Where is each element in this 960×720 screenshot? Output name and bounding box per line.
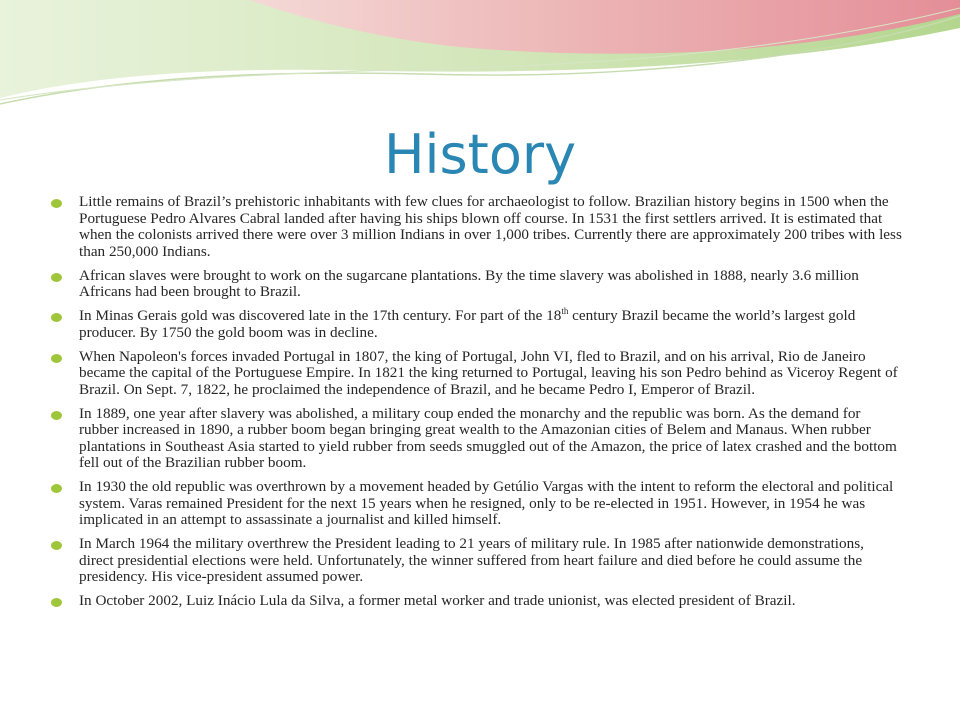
superscript: th xyxy=(561,306,569,316)
bullet-text: In 1889, one year after slavery was abolished, a military coup ended the monarchy and the republic was born. As the demand for rubber increased in 1890, a rubber boom began bringing great wealth to the Amazonian cities of Belem and Manaus. When rubber plantations in Southeast Asia started to yield rubber from seeds smuggled out of the Amazon, the price of latex crashed and the bottom fell out of the Brazilian rubber boom. xyxy=(79,404,897,471)
bullet-dot-icon xyxy=(51,411,62,420)
bullet-text: In October 2002, Luiz Inácio Lula da Silva, a former metal worker and trade unionist, was elected president of Brazil. xyxy=(79,592,796,609)
bullet-item xyxy=(50,308,902,341)
bullet-text: African slaves were brought to work on the sugarcane plantations. By the time slavery was abolished in 1888, nearly 3.6 million Africans had been brought to Brazil. xyxy=(79,266,859,300)
bullet-text: In March 1964 the military overthrew the President leading to 21 years of military rule. In 1985 after nationwide demonstrations, direct presidential elections were held. Unfortunately, the winner suffered from heart failure and died before he could assume the presidency. His vice-president assumed power. xyxy=(79,535,864,585)
bullet-item xyxy=(50,268,902,301)
bullet-dot-icon xyxy=(51,541,62,550)
bullet-item xyxy=(50,194,902,260)
bullet-dot-icon xyxy=(51,313,62,322)
bullet-dot-icon xyxy=(51,484,62,493)
header-decoration xyxy=(0,0,960,120)
bullet-dot-icon xyxy=(51,354,62,363)
bullet-item xyxy=(50,593,902,610)
bullet-text: Little remains of Brazil’s prehistoric inhabitants with few clues for archaeologist to follow. Brazilian history begins in 1500 when the Portuguese Pedro Alvares Cabral landed after having his ships blown off course. In 1531 the first settlers arrived. It is estimated that when the colonists arrived there were over 3 million Indians in over 1,000 tribes. Currently there are approximately 200 tribes with less than 250,000 Indians. xyxy=(79,193,902,260)
bullet-item xyxy=(50,536,902,586)
bullet-dot-icon xyxy=(51,199,62,208)
bullet-dot-icon xyxy=(51,598,62,607)
bullet-text: In 1930 the old republic was overthrown by a movement headed by Getúlio Vargas with the intent to reform the electoral and political system. Varas remained President for the next 15 years when he resigned, only to be re-elected in 1951. However, in 1954 he was implicated in an attempt to assassinate a journalist and killed himself. xyxy=(79,478,894,528)
slide-title: History xyxy=(383,123,577,186)
bullet-item xyxy=(50,349,902,399)
bullet-list xyxy=(50,194,902,617)
bullet-item xyxy=(50,406,902,472)
bullet-dot-icon xyxy=(51,273,62,282)
bullet-text: When Napoleon's forces invaded Portugal in 1807, the king of Portugal, John VI, fled to Brazil, and on his arrival, Rio de Janeiro became the capital of the Portuguese Empire. In 1821 the king returned to Portugal, leaving his son Pedro behind as Viceroy Regent of Brazil. On Sept. 7, 1822, he proclaimed the independence of Brazil, and he became Pedro I, Emperor of Brazil. xyxy=(79,347,898,398)
bullet-text: In Minas Gerais gold was discovered late in the 17th century. For part of the 18 xyxy=(79,307,562,324)
bullet-text: century Brazil became the world’s largest gold producer. By 1750 the gold boom was in decline. xyxy=(79,307,856,341)
bullet-item xyxy=(50,479,902,529)
